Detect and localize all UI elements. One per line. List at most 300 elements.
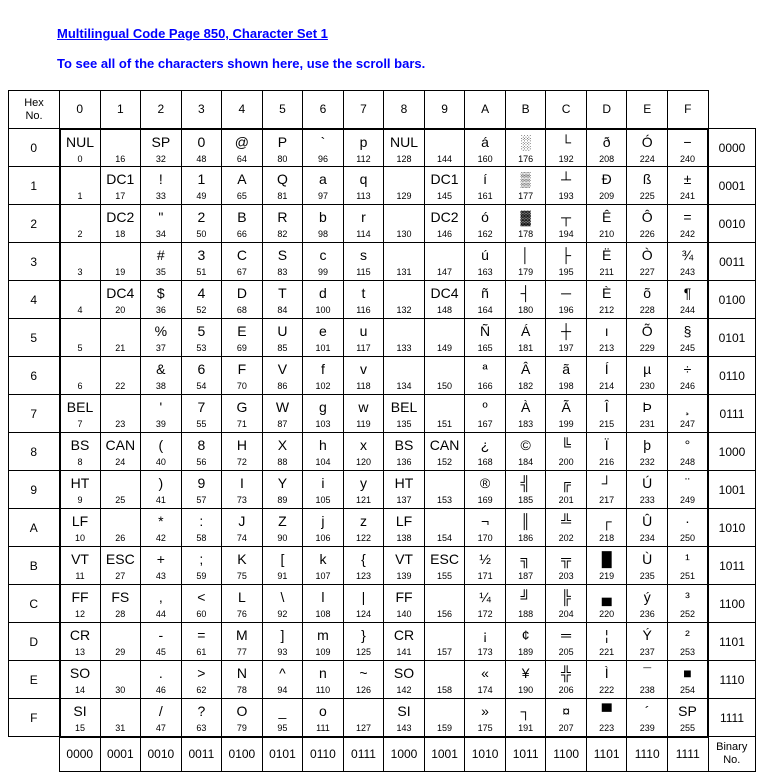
char-decimal-231: 231 [639, 419, 655, 429]
char-cell-58 [181, 509, 222, 547]
char-decimal-75: 75 [236, 571, 247, 581]
char-decimal-84: 84 [277, 305, 288, 315]
char-glyph-42: * [158, 513, 164, 529]
char-glyph-236: ý [643, 589, 651, 605]
char-glyph-167: º [482, 399, 488, 415]
char-decimal-13: 13 [75, 647, 86, 657]
char-glyph-28: FS [111, 589, 130, 605]
char-decimal-91: 91 [277, 571, 288, 581]
char-glyph-151 [425, 395, 465, 419]
char-decimal-239: 239 [639, 723, 655, 733]
row-binary-0: 0000 [708, 129, 756, 167]
char-decimal-62: 62 [196, 685, 207, 695]
char-glyph-239: ´ [644, 703, 650, 719]
char-glyph-12: FF [71, 589, 89, 605]
char-cell-203 [546, 547, 587, 585]
char-glyph-97: a [319, 171, 327, 187]
char-decimal-213: 213 [599, 343, 615, 353]
char-decimal-141: 141 [396, 647, 412, 657]
char-cell-91 [262, 547, 303, 585]
char-glyph-131 [384, 243, 424, 267]
char-decimal-114: 114 [356, 229, 371, 239]
char-glyph-214: Í [604, 361, 609, 377]
char-decimal-217: 217 [599, 495, 615, 505]
char-glyph-118: v [359, 361, 367, 377]
char-cell-213 [586, 319, 627, 357]
char-cell-183 [505, 395, 546, 433]
char-cell-212 [586, 281, 627, 319]
char-cell-99 [303, 243, 344, 281]
char-glyph-60: < [197, 589, 206, 605]
char-decimal-83: 83 [277, 267, 288, 277]
char-decimal-136: 136 [396, 457, 412, 467]
char-glyph-74: J [238, 513, 246, 529]
char-cell-193 [546, 167, 587, 205]
row-header-7: 7 [9, 395, 60, 433]
char-cell-136 [384, 433, 425, 471]
char-glyph-241: ± [683, 171, 692, 187]
char-decimal-35: 35 [155, 267, 166, 277]
char-glyph-78: N [236, 665, 247, 681]
char-decimal-87: 87 [277, 419, 288, 429]
col-header-2: 2 [141, 91, 182, 129]
char-glyph-103: g [319, 399, 327, 415]
char-glyph-66: B [237, 209, 247, 225]
char-cell-134 [384, 357, 425, 395]
char-cell-110 [303, 661, 344, 699]
char-decimal-195: 195 [558, 267, 574, 277]
char-decimal-224: 224 [639, 153, 655, 164]
char-row-A [9, 509, 756, 547]
char-cell-31 [100, 699, 141, 737]
char-decimal-223: 223 [599, 723, 615, 733]
char-glyph-185: ╣ [520, 475, 531, 491]
char-glyph-132 [384, 281, 424, 305]
char-glyph-33: ! [158, 171, 163, 187]
char-glyph-209: Ð [601, 171, 612, 187]
char-glyph-0: NUL [66, 133, 95, 150]
char-cell-74 [222, 509, 263, 547]
char-glyph-115: s [359, 247, 367, 263]
char-decimal-24: 24 [115, 457, 126, 467]
char-cell-52 [181, 281, 222, 319]
instruction-text: To see all of the characters shown here, use the scroll bars. [57, 56, 426, 71]
col-header-8: 8 [384, 91, 425, 129]
char-cell-209 [586, 167, 627, 205]
char-glyph-6 [61, 357, 100, 381]
page-title-link[interactable]: Multilingual Code Page 850, Character Set 1 [57, 26, 328, 41]
char-cell-45 [141, 623, 182, 661]
char-cell-168 [465, 433, 506, 471]
char-cell-68 [222, 281, 263, 319]
char-cell-252 [667, 585, 708, 623]
char-glyph-189: ¢ [521, 627, 530, 643]
char-cell-205 [546, 623, 587, 661]
char-glyph-224: Ó [641, 133, 653, 150]
char-decimal-12: 12 [75, 609, 86, 619]
char-decimal-20: 20 [115, 305, 126, 315]
char-decimal-149: 149 [437, 343, 453, 353]
char-decimal-29: 29 [115, 647, 126, 657]
char-decimal-115: 115 [356, 267, 371, 277]
char-decimal-81: 81 [277, 191, 288, 201]
char-cell-207 [546, 699, 587, 737]
char-cell-250 [667, 509, 708, 547]
row-header-D: D [9, 623, 60, 661]
char-cell-164 [465, 281, 506, 319]
char-glyph-255: SP [678, 703, 697, 719]
char-cell-254 [667, 661, 708, 699]
char-cell-247 [667, 395, 708, 433]
char-decimal-184: 184 [518, 457, 534, 467]
char-decimal-67: 67 [236, 267, 247, 277]
char-cell-128 [384, 129, 425, 167]
char-row-C [9, 585, 756, 623]
char-cell-28 [100, 585, 141, 623]
char-decimal-128: 128 [396, 153, 412, 164]
char-decimal-206: 206 [558, 685, 574, 695]
char-glyph-253: ² [685, 627, 690, 643]
char-decimal-175: 175 [477, 723, 493, 733]
char-glyph-123: { [361, 551, 366, 567]
char-cell-15 [60, 699, 101, 737]
char-decimal-7: 7 [77, 419, 83, 429]
char-decimal-155: 155 [437, 571, 453, 581]
char-glyph-192: └ [561, 133, 572, 150]
char-decimal-60: 60 [196, 609, 207, 619]
char-cell-192 [546, 129, 587, 167]
char-glyph-31 [101, 699, 141, 723]
char-glyph-171: ½ [479, 551, 491, 567]
char-cell-149 [424, 319, 465, 357]
char-cell-118 [343, 357, 384, 395]
char-glyph-112: p [359, 133, 368, 150]
char-cell-23 [100, 395, 141, 433]
row-binary-F: 1111 [708, 699, 756, 737]
char-glyph-176: ░ [520, 133, 531, 150]
char-cell-97 [303, 167, 344, 205]
char-cell-155 [424, 547, 465, 585]
char-cell-225 [627, 167, 668, 205]
char-cell-35 [141, 243, 182, 281]
row-binary-A: 1010 [708, 509, 756, 547]
char-cell-248 [667, 433, 708, 471]
char-glyph-92: \ [280, 589, 285, 605]
char-glyph-145: DC1 [430, 171, 459, 187]
char-glyph-122: z [359, 513, 367, 529]
char-cell-135 [384, 395, 425, 433]
char-decimal-199: 199 [558, 419, 574, 429]
col-header-9: 9 [424, 91, 465, 129]
char-glyph-157 [425, 623, 465, 647]
char-cell-25 [100, 471, 141, 509]
char-glyph-105: i [321, 475, 325, 491]
char-cell-174 [465, 661, 506, 699]
char-decimal-82: 82 [277, 229, 288, 239]
char-cell-181 [505, 319, 546, 357]
char-cell-151 [424, 395, 465, 433]
char-decimal-166: 166 [477, 381, 493, 391]
char-cell-156 [424, 585, 465, 623]
char-cell-20 [100, 281, 141, 319]
char-decimal-119: 119 [356, 419, 371, 429]
char-glyph-220: ▄ [601, 589, 612, 605]
char-cell-138 [384, 509, 425, 547]
char-decimal-28: 28 [115, 609, 126, 619]
char-cell-7 [60, 395, 101, 433]
char-cell-251 [667, 547, 708, 585]
char-cell-228 [627, 281, 668, 319]
char-decimal-237: 237 [639, 647, 655, 657]
char-glyph-120: x [359, 437, 367, 453]
char-glyph-43: + [156, 551, 165, 567]
char-glyph-14: SO [69, 665, 91, 681]
char-decimal-160: 160 [477, 153, 493, 164]
char-decimal-21: 21 [115, 343, 126, 353]
char-decimal-17: 17 [115, 191, 126, 201]
char-row-0 [9, 129, 756, 167]
char-decimal-248: 248 [679, 457, 695, 467]
char-cell-233 [627, 471, 668, 509]
char-decimal-39: 39 [155, 419, 166, 429]
char-glyph-152: CAN [429, 437, 460, 453]
char-glyph-45: - [158, 627, 164, 643]
char-decimal-240: 240 [679, 153, 695, 164]
char-decimal-176: 176 [518, 153, 534, 164]
char-cell-120 [343, 433, 384, 471]
char-decimal-129: 129 [396, 191, 412, 201]
char-decimal-242: 242 [679, 229, 695, 239]
char-row-9 [9, 471, 756, 509]
char-decimal-190: 190 [518, 685, 534, 695]
char-cell-47 [141, 699, 182, 737]
char-cell-107 [303, 547, 344, 585]
row-header-1: 1 [9, 167, 60, 205]
char-cell-184 [505, 433, 546, 471]
row-header-5: 5 [9, 319, 60, 357]
char-glyph-2 [61, 205, 100, 229]
char-decimal-164: 164 [477, 305, 493, 315]
char-glyph-121: y [359, 475, 367, 491]
char-decimal-252: 252 [679, 609, 695, 619]
char-decimal-178: 178 [518, 229, 534, 239]
char-cell-24 [100, 433, 141, 471]
char-decimal-6: 6 [77, 381, 83, 391]
char-decimal-133: 133 [396, 343, 412, 353]
char-decimal-154: 154 [437, 533, 453, 543]
char-cell-51 [181, 243, 222, 281]
char-glyph-24: CAN [105, 437, 136, 453]
char-decimal-90: 90 [277, 533, 288, 543]
char-cell-189 [505, 623, 546, 661]
row-binary-D: 1101 [708, 623, 756, 661]
char-decimal-112: 112 [356, 153, 371, 164]
char-decimal-113: 113 [356, 191, 371, 201]
char-decimal-236: 236 [639, 609, 655, 619]
char-glyph-199: Ã [561, 399, 571, 415]
char-cell-44 [141, 585, 182, 623]
char-glyph-116: t [361, 285, 366, 301]
col-binary-1: 0001 [100, 737, 141, 772]
char-cell-22 [100, 357, 141, 395]
char-decimal-14: 14 [75, 685, 86, 695]
char-glyph-129 [384, 167, 424, 191]
char-cell-100 [303, 281, 344, 319]
char-decimal-89: 89 [277, 495, 288, 505]
char-decimal-107: 107 [315, 571, 331, 581]
char-decimal-218: 218 [599, 533, 615, 543]
char-decimal-243: 243 [679, 267, 695, 277]
char-cell-89 [262, 471, 303, 509]
char-cell-253 [667, 623, 708, 661]
char-glyph-22 [101, 357, 141, 381]
char-glyph-15: SI [73, 703, 87, 719]
char-decimal-197: 197 [558, 343, 574, 353]
char-cell-204 [546, 585, 587, 623]
char-decimal-23: 23 [115, 419, 126, 429]
char-glyph-41: ) [158, 475, 164, 491]
char-decimal-71: 71 [236, 419, 247, 429]
char-decimal-181: 181 [518, 343, 534, 353]
char-cell-114 [343, 205, 384, 243]
char-glyph-153 [425, 471, 465, 495]
char-cell-19 [100, 243, 141, 281]
char-row-8 [9, 433, 756, 471]
char-cell-195 [546, 243, 587, 281]
char-glyph-91: [ [280, 551, 285, 567]
char-cell-176 [505, 129, 546, 167]
char-glyph-206: ╬ [561, 665, 572, 681]
col-binary-7: 0111 [343, 737, 384, 772]
char-glyph-187: ╗ [520, 551, 531, 567]
char-cell-237 [627, 623, 668, 661]
char-cell-76 [222, 585, 263, 623]
char-decimal-229: 229 [639, 343, 655, 353]
col-binary-2: 0010 [141, 737, 182, 772]
char-glyph-57: 9 [197, 475, 206, 491]
char-glyph-245: § [683, 323, 692, 339]
col-binary-9: 1001 [424, 737, 465, 772]
char-glyph-210: Ê [602, 209, 612, 225]
char-decimal-139: 139 [396, 571, 412, 581]
row-binary-1: 0001 [708, 167, 756, 205]
char-glyph-246: ÷ [683, 361, 692, 377]
char-cell-72 [222, 433, 263, 471]
char-cell-115 [343, 243, 384, 281]
char-decimal-117: 117 [356, 343, 371, 353]
char-glyph-96: ` [320, 133, 326, 150]
char-decimal-48: 48 [196, 153, 207, 164]
char-glyph-160: á [481, 133, 489, 150]
char-decimal-254: 254 [679, 685, 695, 695]
char-cell-27 [100, 547, 141, 585]
char-cell-148 [424, 281, 465, 319]
char-glyph-193: ┴ [561, 171, 572, 187]
col-binary-E: 1110 [627, 737, 668, 772]
col-binary-3: 0011 [181, 737, 222, 772]
char-decimal-204: 204 [558, 609, 574, 619]
char-glyph-159 [425, 699, 465, 723]
char-glyph-75: K [237, 551, 247, 567]
char-decimal-96: 96 [317, 153, 328, 164]
char-decimal-34: 34 [155, 229, 166, 239]
char-decimal-4: 4 [77, 305, 83, 315]
char-cell-3 [60, 243, 101, 281]
char-cell-116 [343, 281, 384, 319]
char-glyph-81: Q [276, 171, 288, 187]
char-decimal-147: 147 [437, 267, 453, 277]
char-row-3 [9, 243, 756, 281]
char-glyph-55: 7 [197, 399, 206, 415]
char-decimal-165: 165 [477, 343, 493, 353]
char-decimal-5: 5 [77, 343, 83, 353]
char-glyph-181: Á [520, 323, 531, 339]
char-decimal-61: 61 [196, 647, 207, 657]
char-cell-171 [465, 547, 506, 585]
char-glyph-76: L [237, 589, 246, 605]
char-glyph-87: W [275, 399, 290, 415]
char-cell-200 [546, 433, 587, 471]
char-glyph-155: ESC [430, 551, 459, 567]
char-glyph-21 [101, 319, 141, 343]
char-glyph-237: Ý [642, 627, 652, 643]
char-cell-140 [384, 585, 425, 623]
char-decimal-68: 68 [236, 305, 247, 315]
char-cell-6 [60, 357, 101, 395]
char-decimal-3: 3 [77, 267, 83, 277]
char-decimal-145: 145 [437, 191, 453, 201]
char-cell-73 [222, 471, 263, 509]
char-glyph-164: ñ [481, 285, 489, 301]
char-decimal-1: 1 [77, 191, 83, 201]
char-decimal-63: 63 [196, 723, 207, 733]
char-glyph-247: ¸ [685, 399, 690, 415]
char-decimal-122: 122 [355, 533, 371, 543]
char-cell-59 [181, 547, 222, 585]
char-glyph-198: ã [562, 361, 571, 377]
char-decimal-116: 116 [356, 305, 371, 315]
char-glyph-200: ╚ [561, 437, 572, 453]
char-decimal-138: 138 [396, 533, 412, 543]
char-decimal-79: 79 [236, 723, 247, 733]
char-glyph-82: R [277, 209, 288, 225]
char-decimal-209: 209 [599, 191, 615, 201]
char-decimal-192: 192 [558, 153, 574, 164]
char-glyph-100: d [319, 285, 327, 301]
char-cell-244 [667, 281, 708, 319]
char-glyph-178: ▓ [520, 209, 531, 225]
char-decimal-105: 105 [315, 495, 331, 505]
col-header-3: 3 [181, 91, 222, 129]
col-binary-0: 0000 [60, 737, 101, 772]
char-cell-152 [424, 433, 465, 471]
col-header-E: E [627, 91, 668, 129]
char-decimal-208: 208 [599, 153, 615, 164]
char-glyph-110: n [319, 665, 327, 681]
char-decimal-227: 227 [639, 267, 655, 277]
char-cell-143 [384, 699, 425, 737]
col-header-7: 7 [343, 91, 384, 129]
char-cell-187 [505, 547, 546, 585]
char-glyph-207: ¤ [562, 703, 571, 719]
char-glyph-20: DC4 [106, 285, 135, 301]
char-cell-179 [505, 243, 546, 281]
char-cell-13 [60, 623, 101, 661]
char-decimal-26: 26 [115, 533, 126, 543]
char-decimal-179: 179 [518, 267, 534, 277]
char-decimal-234: 234 [639, 533, 655, 543]
char-cell-215 [586, 395, 627, 433]
